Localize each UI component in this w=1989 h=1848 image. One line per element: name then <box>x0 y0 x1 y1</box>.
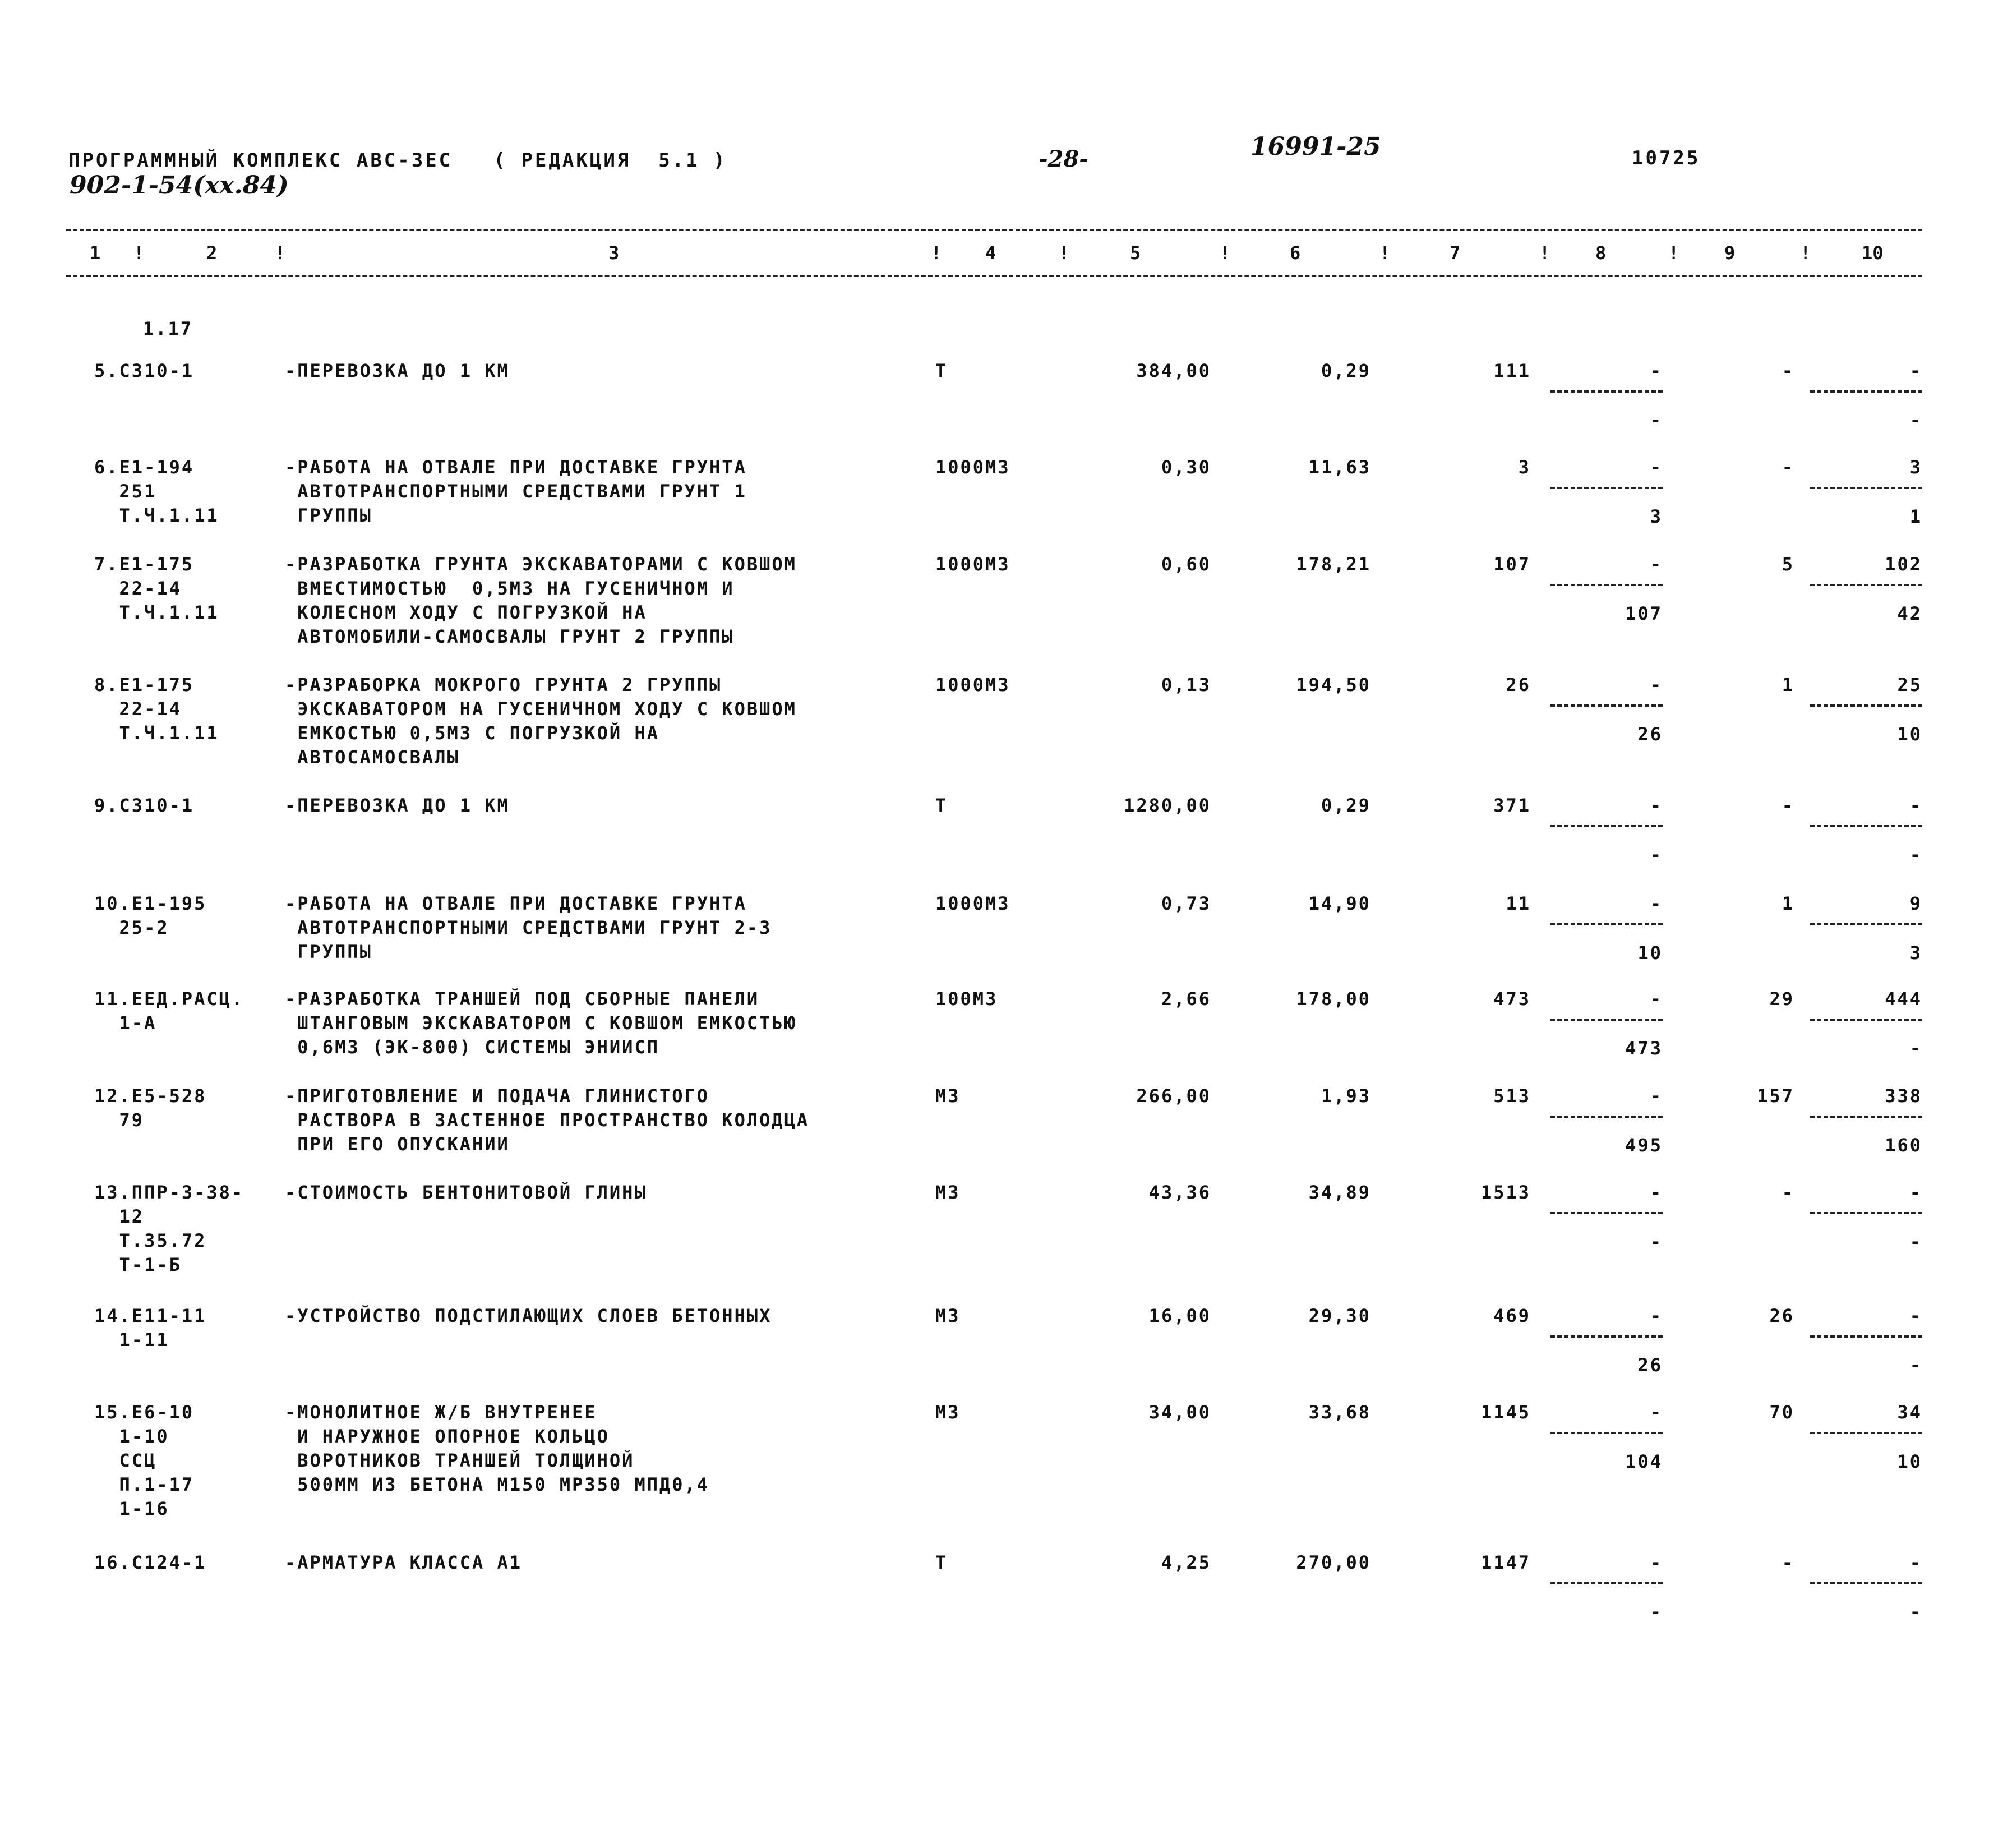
row-code: 6.Е1-194 251 Т.Ч.1.11 <box>94 457 219 526</box>
row-quantity: 384,00 <box>1136 360 1211 381</box>
column-number: 10 <box>1862 242 1884 264</box>
col10-top: - <box>1909 795 1922 816</box>
column-number: 7 <box>1450 242 1461 264</box>
fraction-line <box>1810 1116 1922 1118</box>
row-code: 14.Е11-11 1-11 <box>94 1305 207 1351</box>
col9-value: - <box>1782 1552 1794 1573</box>
column-separator: ! <box>931 242 942 264</box>
col8-top: - <box>1650 988 1663 1010</box>
col9-value: - <box>1782 795 1794 816</box>
row-unit: Т <box>935 360 948 381</box>
row-quantity: 2,66 <box>1161 988 1211 1010</box>
row-unit-price: 1,93 <box>1321 1085 1371 1107</box>
row-description: -РАЗРАБОТКА ГРУНТА ЭКСКАВАТОРАМИ С КОВШОМ ВМЕСТИМОСТЬЮ 0,5М3 НА ГУСЕНИЧНОМ И КОЛЕСНОМ ХОДУ С ПОГРУЗКОЙ НА АВТОМОБИЛИ-САМОСВАЛЫ ГРУНТ 2 ГРУППЫ <box>285 554 797 647</box>
row-total: 107 <box>1493 554 1531 575</box>
row-code: 10.Е1-195 25-2 <box>94 893 207 938</box>
fraction-line <box>1550 825 1663 827</box>
row-unit-price: 178,00 <box>1296 988 1371 1010</box>
row-unit: 1000М3 <box>935 457 1010 478</box>
row-quantity: 266,00 <box>1136 1085 1211 1107</box>
col10-top: 102 <box>1885 554 1922 575</box>
col8-bottom: 26 <box>1637 1354 1663 1376</box>
fraction-line <box>1810 825 1922 827</box>
doc-code: 10725 <box>1632 147 1701 169</box>
fraction-line <box>1810 923 1922 925</box>
row-description: -ПЕРЕВОЗКА ДО 1 КМ <box>285 795 510 816</box>
fraction-line <box>1810 1212 1922 1214</box>
fraction-line <box>1550 923 1663 925</box>
col10-top: 3 <box>1909 457 1922 478</box>
column-number: 1 <box>90 242 101 264</box>
col8-bottom: - <box>1650 409 1663 431</box>
col9-value: 5 <box>1782 554 1794 575</box>
col8-top: - <box>1650 795 1663 816</box>
row-total: 1513 <box>1480 1182 1531 1203</box>
column-number: 6 <box>1290 242 1301 264</box>
column-number: 8 <box>1595 242 1607 264</box>
fraction-line <box>1810 1335 1922 1338</box>
col8-bottom: 107 <box>1625 603 1663 624</box>
row-unit: 1000М3 <box>935 674 1010 695</box>
col8-bottom: - <box>1650 1601 1663 1623</box>
row-unit: М3 <box>935 1085 961 1107</box>
column-separator: ! <box>133 242 145 264</box>
row-unit: М3 <box>935 1402 961 1423</box>
column-number: 2 <box>206 242 218 264</box>
row-description: -АРМАТУРА КЛАССА А1 <box>285 1552 523 1573</box>
col10-bottom: 160 <box>1885 1135 1922 1156</box>
row-quantity: 0,13 <box>1161 674 1211 695</box>
col9-value: 1 <box>1782 893 1794 914</box>
program-title: ПРОГРАММНЫЙ КОМПЛЕКС АВС-ЗЕС ( РЕДАКЦИЯ 5.1 ) <box>68 149 727 172</box>
row-unit: М3 <box>935 1305 961 1326</box>
column-separator: ! <box>1668 242 1679 264</box>
header-top-rule <box>66 229 1922 231</box>
row-unit-price: 14,90 <box>1308 893 1371 914</box>
column-number: 3 <box>608 242 620 264</box>
fraction-line <box>1550 1116 1663 1118</box>
row-code: 13.ППР-3-38- 12 Т.35.72 Т-1-Б <box>94 1182 244 1275</box>
header-bottom-rule <box>66 275 1922 277</box>
row-quantity: 0,30 <box>1161 457 1211 478</box>
col10-bottom: - <box>1909 1601 1922 1623</box>
row-total: 469 <box>1493 1305 1531 1326</box>
col10-bottom: 10 <box>1897 1451 1922 1472</box>
row-unit: Т <box>935 1552 948 1573</box>
col10-top: - <box>1909 360 1922 381</box>
fraction-line <box>1550 1335 1663 1338</box>
fraction-line <box>1550 1582 1663 1584</box>
row-code: 12.Е5-528 79 <box>94 1085 207 1131</box>
row-unit: 1000М3 <box>935 893 1010 914</box>
col8-top: - <box>1650 554 1663 575</box>
row-total: 473 <box>1493 988 1531 1010</box>
fraction-line <box>1550 1212 1663 1214</box>
row-total: 1145 <box>1480 1402 1531 1423</box>
col9-value: - <box>1782 1182 1794 1203</box>
fraction-line <box>1550 1432 1663 1434</box>
col9-value: 157 <box>1757 1085 1794 1107</box>
column-separator: ! <box>1059 242 1070 264</box>
row-unit-price: 29,30 <box>1308 1305 1371 1326</box>
row-unit-price: 33,68 <box>1308 1402 1371 1423</box>
fraction-line <box>1810 1432 1922 1434</box>
col8-top: - <box>1650 1305 1663 1326</box>
project-number: 902-1-54(хх.84) <box>70 171 289 200</box>
col8-top: - <box>1650 457 1663 478</box>
fraction-line <box>1550 487 1663 489</box>
col10-bottom: 10 <box>1897 723 1922 745</box>
col10-bottom: - <box>1909 1038 1922 1059</box>
row-code: 16.С124-1 <box>94 1552 207 1573</box>
col10-top: 338 <box>1885 1085 1922 1107</box>
column-separator: ! <box>1379 242 1391 264</box>
fraction-line <box>1810 390 1922 393</box>
row-quantity: 16,00 <box>1148 1305 1211 1326</box>
col10-top: 25 <box>1897 674 1922 695</box>
fraction-line <box>1810 1019 1922 1021</box>
col8-top: - <box>1650 1402 1663 1423</box>
col8-bottom: 473 <box>1625 1038 1663 1059</box>
row-description: -УСТРОЙСТВО ПОДСТИЛАЮЩИХ СЛОЕВ БЕТОННЫХ <box>285 1305 772 1326</box>
col10-bottom: - <box>1909 1231 1922 1252</box>
row-quantity: 34,00 <box>1148 1402 1211 1423</box>
col10-top: 34 <box>1897 1402 1922 1423</box>
column-number: 9 <box>1724 242 1736 264</box>
row-description: -ПЕРЕВОЗКА ДО 1 КМ <box>285 360 510 381</box>
col10-top: - <box>1909 1305 1922 1326</box>
fraction-line <box>1550 390 1663 393</box>
doc-number: 16991-25 <box>1250 132 1381 161</box>
row-total: 1147 <box>1480 1552 1531 1573</box>
row-description: -ПРИГОТОВЛЕНИЕ И ПОДАЧА ГЛИНИСТОГО РАСТВОРА В ЗАСТЕННОЕ ПРОСТРАНСТВО КОЛОДЦА ПРИ ЕГО ОПУСКАНИИ <box>285 1085 810 1155</box>
col10-bottom: 1 <box>1909 506 1922 527</box>
row-description: -СТОИМОСТЬ БЕНТОНИТОВОЙ ГЛИНЫ <box>285 1182 647 1203</box>
column-separator: ! <box>1539 242 1550 264</box>
row-unit-price: 194,50 <box>1296 674 1371 695</box>
col8-bottom: 10 <box>1637 942 1663 964</box>
row-code: 7.Е1-175 22-14 Т.Ч.1.11 <box>94 554 219 623</box>
col8-top: - <box>1650 360 1663 381</box>
page-number: -28- <box>1039 146 1088 172</box>
row-quantity: 1280,00 <box>1124 795 1211 816</box>
row-description: -РАЗРАБОТКА ТРАНШЕЙ ПОД СБОРНЫЕ ПАНЕЛИ ШТАНГОВЫМ ЭКСКАВАТОРОМ С КОВШОМ ЕМКОСТЬЮ 0,6М3 (ЭК-800) СИСТЕМЫ ЭНИИСП <box>285 988 797 1058</box>
col10-bottom: - <box>1909 1354 1922 1376</box>
row-description: -РАБОТА НА ОТВАЛЕ ПРИ ДОСТАВКЕ ГРУНТА АВТОТРАНСПОРТНЫМИ СРЕДСТВАМИ ГРУНТ 1 ГРУППЫ <box>285 457 747 526</box>
row-description: -РАБОТА НА ОТВАЛЕ ПРИ ДОСТАВКЕ ГРУНТА АВТОТРАНСПОРТНЫМИ СРЕДСТВАМИ ГРУНТ 2-3 ГРУППЫ <box>285 893 772 962</box>
col9-value: 1 <box>1782 674 1794 695</box>
row-code: 8.Е1-175 22-14 Т.Ч.1.11 <box>94 674 219 744</box>
row-unit: 100М3 <box>935 988 998 1010</box>
col10-bottom: 42 <box>1897 603 1922 624</box>
row-quantity: 43,36 <box>1148 1182 1211 1203</box>
col10-bottom: - <box>1909 844 1922 865</box>
col9-value: - <box>1782 360 1794 381</box>
row-quantity: 0,60 <box>1161 554 1211 575</box>
row-total: 11 <box>1506 893 1531 914</box>
row-quantity: 4,25 <box>1161 1552 1211 1573</box>
row-unit-price: 11,63 <box>1308 457 1371 478</box>
col9-value: 26 <box>1769 1305 1794 1326</box>
col8-top: - <box>1650 893 1663 914</box>
row-code: 11.ЕЕД.РАСЦ. 1-А <box>94 988 244 1034</box>
col8-top: - <box>1650 1182 1663 1203</box>
col10-top: - <box>1909 1182 1922 1203</box>
col10-top: 9 <box>1909 893 1922 914</box>
column-number: 4 <box>985 242 996 264</box>
row-unit-price: 0,29 <box>1321 795 1371 816</box>
row-code: 15.Е6-10 1-10 ССЦ П.1-17 1-16 <box>94 1402 195 1519</box>
fraction-line <box>1550 704 1663 707</box>
col8-top: - <box>1650 1552 1663 1573</box>
row-description: -МОНОЛИТНОЕ Ж/Б ВНУТРЕНЕЕ И НАРУЖНОЕ ОПОРНОЕ КОЛЬЦО ВОРОТНИКОВ ТРАНШЕЙ ТОЛЩИНОЙ 500ММ ИЗ БЕТОНА М150 МРЗ50 МПД0,4 <box>285 1402 710 1495</box>
row-unit: 1000М3 <box>935 554 1010 575</box>
row-unit-price: 178,21 <box>1296 554 1371 575</box>
column-separator: ! <box>1800 242 1811 264</box>
row-description: -РАЗРАБОРКА МОКРОГО ГРУНТА 2 ГРУППЫ ЭКСКАВАТОРОМ НА ГУСЕНИЧНОМ ХОДУ С КОВШОМ ЕМКОСТЬЮ 0,5М3 С ПОГРУЗКОЙ НА АВТОСАМОСВАЛЫ <box>285 674 797 768</box>
col9-value: 70 <box>1769 1402 1794 1423</box>
fraction-line <box>1550 1019 1663 1021</box>
row-unit-price: 34,89 <box>1308 1182 1371 1203</box>
col8-bottom: - <box>1650 1231 1663 1252</box>
row-unit-price: 270,00 <box>1296 1552 1371 1573</box>
fraction-line <box>1810 704 1922 707</box>
col8-bottom: - <box>1650 844 1663 865</box>
col9-value: - <box>1782 457 1794 478</box>
row-total: 513 <box>1493 1085 1531 1107</box>
col10-top: 444 <box>1885 988 1922 1010</box>
col10-bottom: 3 <box>1909 942 1922 964</box>
col8-bottom: 3 <box>1650 506 1663 527</box>
fraction-line <box>1810 487 1922 489</box>
col9-value: 29 <box>1769 988 1794 1010</box>
row-quantity: 0,73 <box>1161 893 1211 914</box>
row-unit: М3 <box>935 1182 961 1203</box>
col10-bottom: - <box>1909 409 1922 431</box>
row-unit: Т <box>935 795 948 816</box>
row-total: 3 <box>1518 457 1531 478</box>
fraction-line <box>1550 584 1663 586</box>
col8-bottom: 104 <box>1625 1451 1663 1472</box>
column-separator: ! <box>1220 242 1231 264</box>
fraction-line <box>1810 1582 1922 1584</box>
fraction-line <box>1810 584 1922 586</box>
col8-top: - <box>1650 1085 1663 1107</box>
row-code: 9.С310-1 <box>94 795 195 816</box>
section-label: 1.17 <box>143 318 193 339</box>
column-number: 5 <box>1130 242 1141 264</box>
row-total: 26 <box>1506 674 1531 695</box>
col10-top: - <box>1909 1552 1922 1573</box>
row-total: 371 <box>1493 795 1531 816</box>
col8-bottom: 26 <box>1637 723 1663 745</box>
col8-top: - <box>1650 674 1663 695</box>
column-separator: ! <box>275 242 286 264</box>
row-total: 111 <box>1493 360 1531 381</box>
col8-bottom: 495 <box>1625 1135 1663 1156</box>
row-unit-price: 0,29 <box>1321 360 1371 381</box>
row-code: 5.С310-1 <box>94 360 195 381</box>
